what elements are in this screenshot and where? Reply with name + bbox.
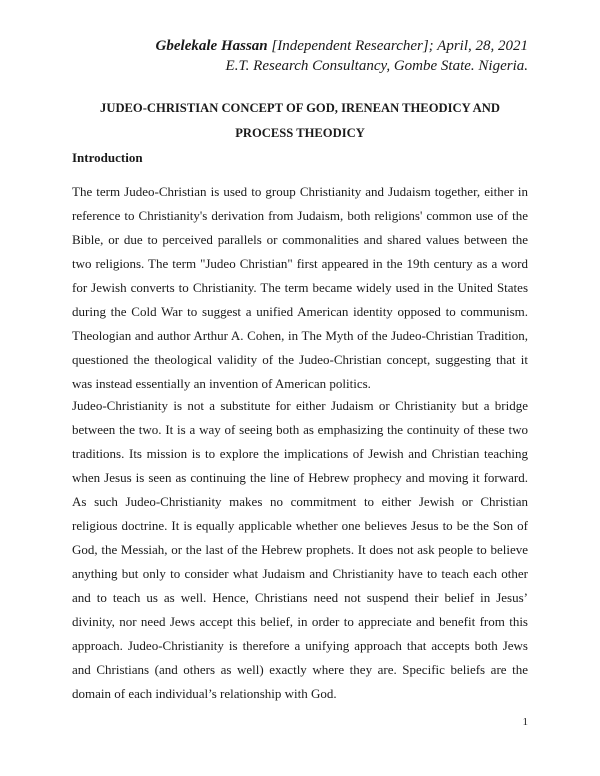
paragraph-1: The term Judeo-Christian is used to group Christianity and Judaism together, either in reference to Christianity's derivation from Judaism, both religions' common use of the Bible, or due to perceived parallels or commonalities and shared values between the two religions. The term "Judeo Christian" first appeared in the 19th century as a word for Jewish converts to Christianity. The term became widely used in the United States during the Cold War to suggest a unified American identity opposed to communism. Theologian and author Arthur A. Cohen, in The Myth of the Judeo-Christian Tradition, questioned the theological validity of the Judeo-Christian concept, suggesting that it was instead essentially an invention of American politics.: [72, 184, 528, 391]
paragraph-2: Judeo-Christianity is not a substitute for either Judaism or Christianity but a bridge between the two. It is a way of seeing both as emphasizing the continuity of these two traditions. Its mission is to explore the implications of Jewish and Christian teaching when Jesus is seen as continuing the line of Hebrew prophecy and moving it forward. As such Judeo-Christianity makes no commitment to either Jewish or Christian religious doctrine. It is equally applicable whether one believes Jesus to be the Son of God, the Messiah, or the last of the Hebrew prophets. It does not ask people to believe anything but only to consider what Judaism and Christianity have to teach each other and to teach us as well. Hence, Christians need not suspend their belief in Jesus’ divinity, nor need Jews accept this belief, in order to appreciate and benefit from this approach. Judeo-Christianity is therefore a unifying approach that accepts both Jews and Christians (and others as well) exactly where they are. Specific beliefs are the domain of each individual’s relationship with God.: [72, 398, 528, 701]
page-number: 1: [522, 716, 528, 728]
title-line-2: PROCESS THEODICY: [235, 126, 365, 140]
document-title: [72, 96, 528, 146]
author-header: [156, 36, 528, 76]
author-name: Gbelekale Hassan: [155, 38, 268, 54]
author-line: [156, 36, 528, 56]
author-organization: E.T. Research Consultancy, Gombe State. Nigeria.: [225, 58, 528, 74]
author-affiliation-date: [Independent Researcher]; April, 28, 2021: [267, 38, 528, 54]
title-line-1: JUDEO-CHRISTIAN CONCEPT OF GOD, IRENEAN THEODICY AND: [100, 101, 500, 115]
section-heading: Introduction: [72, 150, 143, 165]
